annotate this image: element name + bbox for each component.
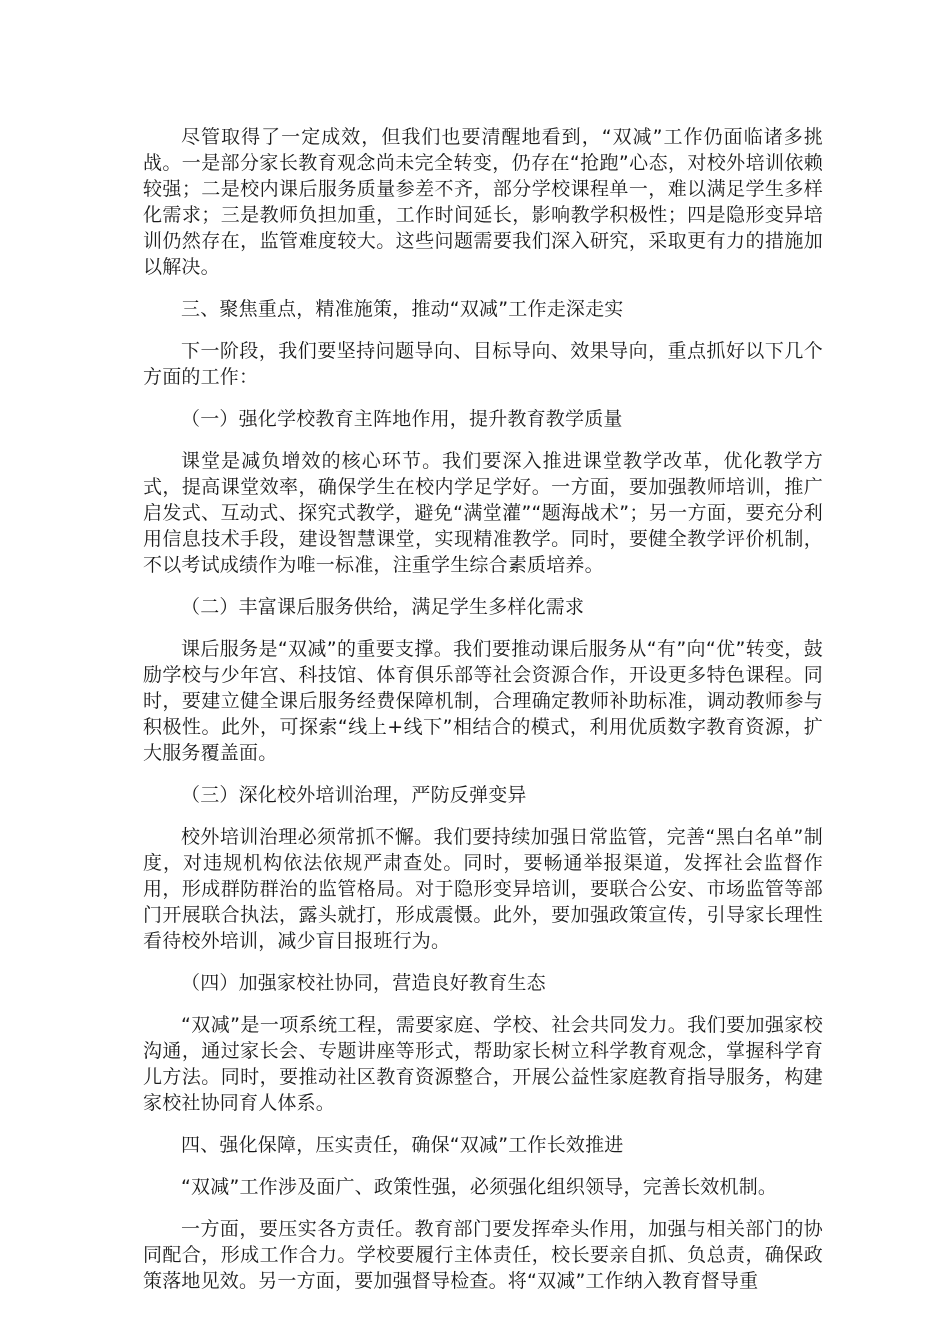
subheading-1: （一）强化学校教育主阵地作用，提升教育教学质量 — [181, 408, 623, 430]
paragraph-challenges: 尽管取得了一定成效，但我们也要清醒地看到，“双减”工作仍面临诸多挑战。一是部分家长教育观念尚未完全转变，仍存在“抢跑”心态，对校外培训依赖较强；二是校内课后服务质量参差不齐，部分学校课程单一，难以满足学生多样化需求；三是教师负担加重，工作时间延长，影响教学积极性；四是隐形变异培训仍然存在，监管难度较大。这些问题需要我们深入研究，采取更有力的措施加以解决。 — [143, 126, 823, 278]
paragraph-organization: “双减”工作涉及面广、政策性强，必须强化组织领导，完善长效机制。 — [181, 1176, 778, 1198]
subheading-4: （四）加强家校社协同，营造良好教育生态 — [181, 972, 546, 994]
subheading-2: （二）丰富课后服务供给，满足学生多样化需求 — [181, 596, 585, 618]
section-heading-4: 四、强化保障，压实责任，确保“双减”工作长效推进 — [181, 1134, 624, 1156]
paragraph-next-stage: 下一阶段，我们要坚持问题导向、目标导向、效果导向，重点抓好以下几个方面的工作： — [143, 340, 823, 388]
paragraph-training-governance: 校外培训治理必须常抓不懈。我们要持续加强日常监管，完善“黑白名单”制度，对违规机构依法依规严肃查处。同时，要畅通举报渠道，发挥社会监督作用，形成群防群治的监管格局。对于隐形变异培训，要联合公安、市场监管等部门开展联合执法，露头就打，形成震慑。此外，要加强政策宣传，引导家长理性看待校外培训，减少盲目报班行为。 — [143, 826, 823, 952]
subheading-3: （三）深化校外培训治理，严防反弹变异 — [181, 784, 527, 806]
paragraph-classroom: 课堂是减负增效的核心环节。我们要深入推进课堂教学改革，优化教学方式，提高课堂效率，确保学生在校内学足学好。一方面，要加强教师培训，推广启发式、互动式、探究式教学，避免“满堂灌”“题海战术”；另一方面，要充分利用信息技术手段，建设智慧课堂，实现精准教学。同时，要健全教学评价机制，不以考试成绩作为唯一标准，注重学生综合素质培养。 — [143, 450, 823, 576]
paragraph-after-school: 课后服务是“双减”的重要支撑。我们要推动课后服务从“有”向“优”转变，鼓励学校与少年宫、科技馆、体育俱乐部等社会资源合作，开设更多特色课程。同时，要建立健全课后服务经费保障机制，合理确定教师补助标准，调动教师参与积极性。此外，可探索“线上+线下”相结合的模式，利用优质数字教育资源，扩大服务覆盖面。 — [143, 638, 823, 764]
document-page — [143, 124, 823, 1294]
paragraph-home-school: “双减”是一项系统工程，需要家庭、学校、社会共同发力。我们要加强家校沟通，通过家长会、专题讲座等形式，帮助家长树立科学教育观念，掌握科学育儿方法。同时，要推动社区教育资源整合，开展公益性家庭教育指导服务，构建家校社协同育人体系。 — [143, 1014, 823, 1114]
section-heading-3: 三、聚焦重点，精准施策，推动“双减”工作走深走实 — [181, 298, 624, 320]
paragraph-responsibility: 一方面，要压实各方责任。教育部门要发挥牵头作用，加强与相关部门的协同配合，形成工作合力。学校要履行主体责任，校长要亲自抓、负总责，确保政策落地见效。另一方面，要加强督导检查。将“双减”工作纳入教育督导重 — [143, 1218, 823, 1292]
